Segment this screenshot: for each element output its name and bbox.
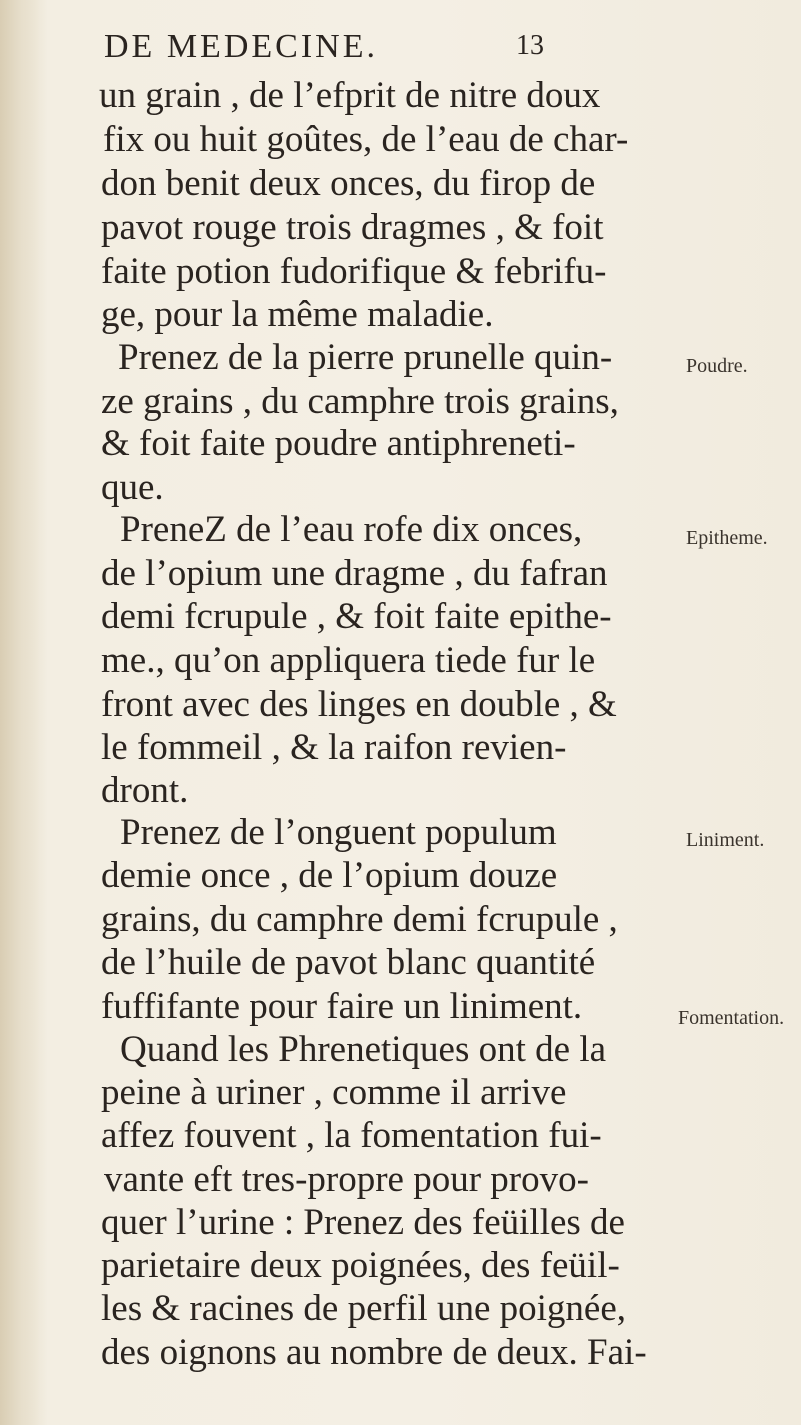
text-line: ze grains , du camphre trois grains,	[101, 381, 619, 422]
text-line: & foit faite poudre antiphreneti-	[101, 423, 576, 464]
text-line: front avec des linges en double , &	[101, 684, 617, 725]
page-number: 13	[516, 30, 544, 61]
text-line: quer l’urine : Prenez des feüilles de	[101, 1202, 625, 1243]
text-line: grains, du camphre demi fcrupule ,	[101, 899, 618, 940]
margin-note: Poudre.	[686, 355, 748, 377]
text-line: Quand les Phrenetiques ont de la	[120, 1029, 607, 1070]
text-line: les & racines de perfil une poignée,	[101, 1288, 626, 1329]
margin-note: Epitheme.	[686, 527, 768, 549]
margin-note: Fomentation.	[678, 1007, 785, 1029]
text-line: fuffifante pour faire un liniment.	[101, 986, 583, 1027]
margin-note: Liniment.	[686, 829, 765, 851]
text-line: pavot rouge trois dragmes , & foit	[101, 207, 604, 248]
text-line: vante eft tres-propre pour provo-	[104, 1159, 589, 1200]
text-line: de l’opium une dragme , du fafran	[101, 553, 608, 594]
text-line: que.	[101, 467, 164, 508]
text-line: demie once , de l’opium douze	[101, 855, 558, 896]
text-line: faite potion fudorifique & febrifu-	[101, 251, 607, 292]
page-edge	[0, 0, 48, 1425]
text-line: un grain , de l’efprit de nitre doux	[99, 75, 601, 116]
text-line: parietaire deux poignées, des feüil-	[101, 1245, 620, 1286]
text-line: peine à uriner , comme il arrive	[101, 1072, 567, 1113]
text-line: ge, pour la même maladie.	[101, 294, 494, 335]
text-line: PreneZ de l’eau rofe dix onces,	[120, 509, 583, 550]
running-head	[104, 28, 544, 72]
text-line: demi fcrupule , & foit faite epithe-	[101, 596, 612, 637]
text-line: Prenez de la pierre prunelle quin-	[118, 337, 613, 378]
text-line: affez fouvent , la fomentation fui-	[101, 1115, 602, 1156]
text-line: de l’huile de pavot blanc quantité	[101, 942, 596, 983]
running-head-title: DE MEDECINE.	[104, 28, 378, 65]
text-line: don benit deux onces, du firop de	[101, 163, 596, 204]
text-line: fix ou huit goûtes, de l’eau de char-	[103, 119, 629, 160]
text-line: des oignons au nombre de deux. Fai-	[101, 1332, 647, 1373]
text-line: dront.	[101, 770, 189, 811]
text-line: le fommeil , & la raifon revien-	[101, 727, 567, 768]
text-line: Prenez de l’onguent populum	[120, 812, 557, 853]
text-line: me., qu’on appliquera tiede fur le	[101, 640, 596, 681]
